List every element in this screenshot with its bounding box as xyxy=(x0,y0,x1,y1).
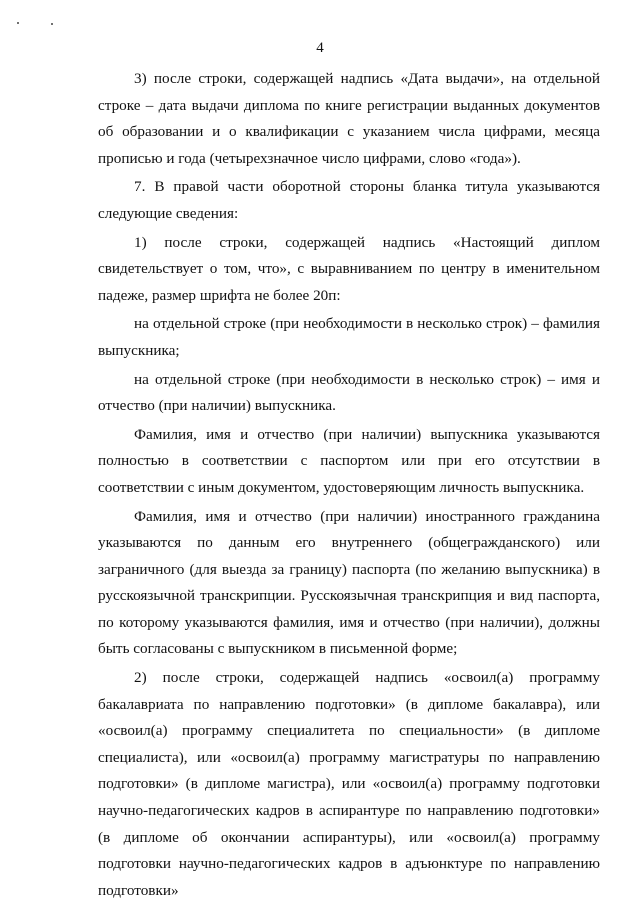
document-body xyxy=(98,66,600,904)
paragraph-name-line: на отдельной строке (при необходимости в несколько строк) – имя и отчество (при наличии) выпускника. xyxy=(98,370,600,415)
paragraph-item-7: 7. В правой части оборотной стороны бланка титула указываются следующие сведения: xyxy=(98,178,600,222)
scan-mark xyxy=(17,22,19,24)
paragraph-subitem-2: 2) после строки, содержащей надпись «освоил(а) программу бакалавриата по направлению подготовки» (в дипломе бакалавра), или «освоил(а) программу специалитета по специальности» (в дипломе специалиста), или «освоил(а) программу магистратуры по направлению подготовки» (в дипломе магистра), или «освоил(а) программу подготовки научно-педагогических кадров в аспирантуре по направлению подготовки» (в дипломе об окончании аспирантуры), или «освоил(а) программу подготовки научно-педагогических кадров в адъюнктуре по направлению подготовки» xyxy=(98,669,600,899)
paragraph-date-of-issue: 3) после строки, содержащей надпись «Дата выдачи», на отдельной строке – дата выдачи диплома по книге регистрации выданных документов об образовании и о квалификации с указанием числа цифрами, месяца прописью и года (четырехзначное число цифрами, слово «года»). xyxy=(98,70,600,167)
page-number: 4 xyxy=(316,40,324,56)
paragraph-full-name-rule: Фамилия, имя и отчество (при наличии) выпускника указываются полностью в соответствии с паспортом или при его отсутствии в соответствии с иным документом, удостоверяющим личность выпускника. xyxy=(98,425,600,496)
paragraph-subitem-1: 1) после строки, содержащей надпись «Настоящий диплом свидетельствует о том, что», с выравниванием по центру в именительном падеже, размер шрифта не более 20п: xyxy=(98,233,600,304)
paragraph-foreign-citizen: Фамилия, имя и отчество (при наличии) иностранного гражданина указываются по данным его внутреннего (общегражданского) или заграничного (для выезда за границу) паспорта (по желанию выпускника) в русскоязычной транскрипции. Русскоязычная транскрипция и вид паспорта, по которому указываются фамилия, имя и отчество (при наличии), должны быть согласованы с выпускником в письменной форме; xyxy=(98,507,600,658)
scan-mark xyxy=(51,23,53,25)
paragraph-surname-line: на отдельной строке (при необходимости в несколько строк) – фамилия выпускника; xyxy=(98,315,600,359)
